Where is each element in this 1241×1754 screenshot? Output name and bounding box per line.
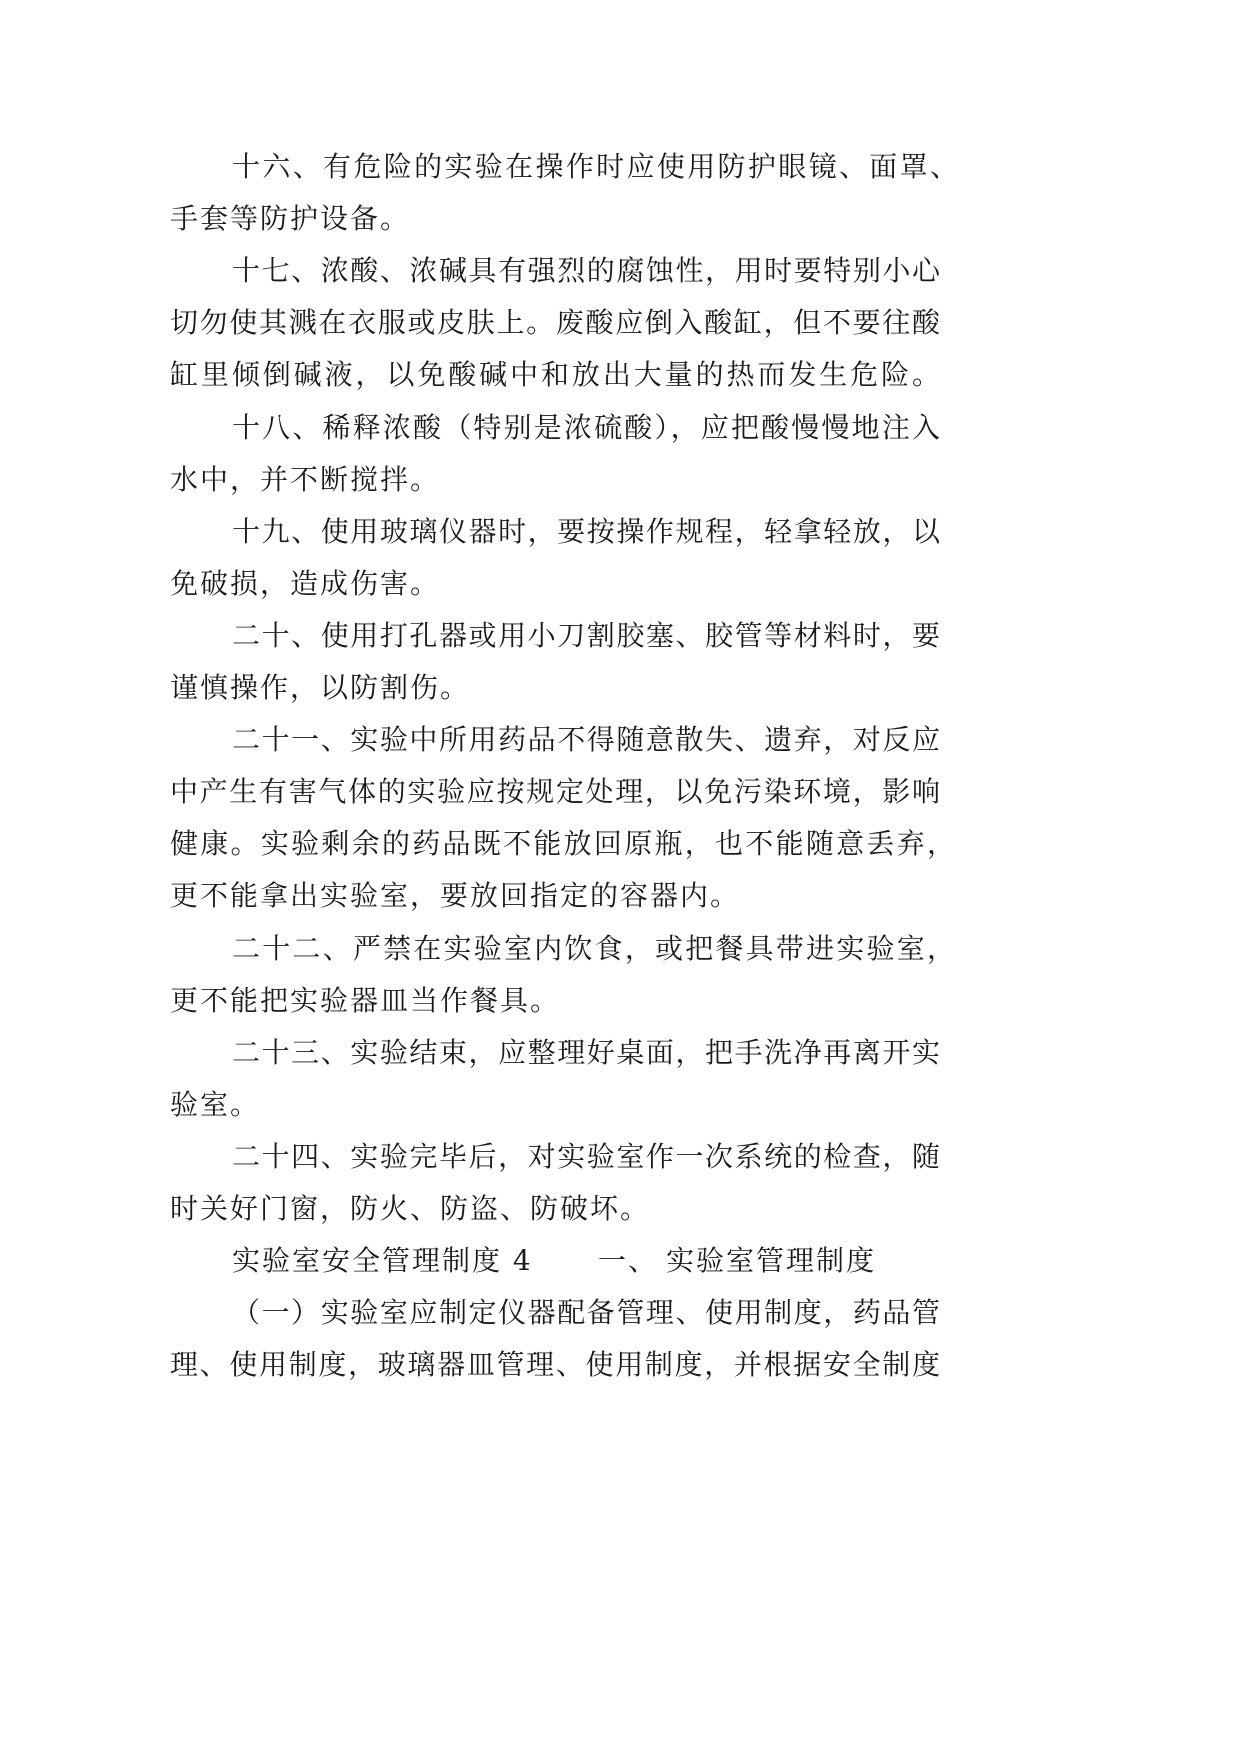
text-line: （一）实验室应制定仪器配备管理、使用制度，药品管: [232, 1296, 940, 1329]
text-line: 二十四、实验完毕后，对实验室作一次系统的检查，随: [232, 1140, 940, 1173]
section-heading: [0, 1241, 1241, 1281]
text-line: 十九、使用玻璃仪器时，要按操作规程，轻拿轻放，以: [232, 515, 940, 548]
text-line: 二十一、实验中所用药品不得随意散失、遗弃，对反应: [232, 723, 940, 756]
text-line: 更不能把实验器皿当作餐具。: [170, 984, 561, 1017]
text-line: 中产生有害气体的实验应按规定处理，以免污染环境，影响: [170, 775, 940, 808]
text-line: 二十三、实验结束，应整理好桌面，把手洗净再离开实: [232, 1036, 940, 1069]
text-line: 理、使用制度，玻璃器皿管理、使用制度，并根据安全制度: [170, 1348, 940, 1381]
text-line: 谨慎操作，以防割伤。: [170, 671, 471, 704]
text-line: 十七、浓酸、浓碱具有强烈的腐蚀性，用时要特别小心: [232, 254, 940, 287]
text-line: 免破损，造成伤害。: [170, 567, 441, 600]
text-line: 切勿使其溅在衣服或皮肤上。废酸应倒入酸缸，但不要往酸: [170, 306, 940, 339]
text-line: 健康。实验剩余的药品既不能放回原瓶，也不能随意丢弃，: [170, 827, 955, 860]
section-number: 一、: [598, 1244, 659, 1277]
text-line: 手套等防护设备。: [170, 202, 411, 235]
text-line: 时关好门窗，防火、防盗、防破坏。: [170, 1192, 651, 1225]
text-line: 十八、稀释浓酸（特别是浓硫酸），应把酸慢慢地注入: [232, 411, 940, 444]
text-line: 十六、有危险的实验在操作时应使用防护眼镜、面罩、: [232, 150, 958, 183]
text-line: 更不能拿出实验室，要放回指定的容器内。: [170, 879, 741, 912]
section-title: 实验室安全管理制度 4: [232, 1244, 533, 1277]
text-line: 二十、使用打孔器或用小刀割胶塞、胶管等材料时，要: [232, 619, 940, 652]
text-line: 水中，并不断搅拌。: [170, 463, 441, 496]
text-line: 二十二、严禁在实验室内饮食，或把餐具带进实验室，: [232, 932, 955, 965]
text-line: 缸里倾倒碱液，以免酸碱中和放出大量的热而发生危险。: [170, 358, 940, 391]
text-line: 验室。: [170, 1088, 261, 1121]
section-subtitle: 实验室管理制度: [666, 1244, 877, 1277]
